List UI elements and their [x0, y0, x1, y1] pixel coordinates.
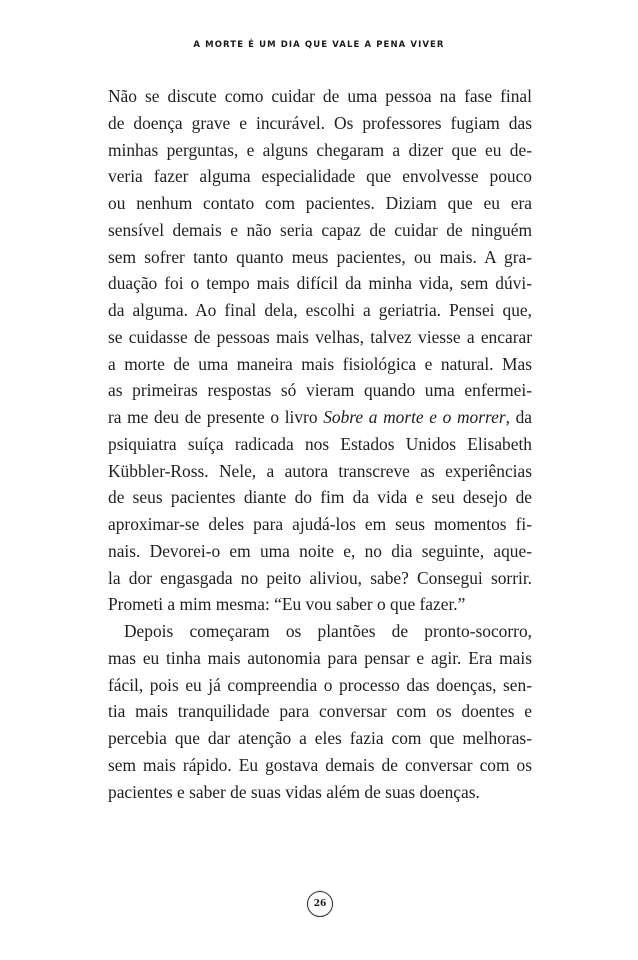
text-line: as primeiras respostas só vieram quando uma enfermei- — [108, 380, 532, 401]
body-text — [108, 83, 532, 805]
text-line-with-book-title — [108, 404, 532, 431]
paragraph-2 — [108, 618, 532, 805]
text-line: psiquiatra suíça radicada nos Estados Unidos Elisabeth — [108, 433, 532, 454]
text-line: Prometi a mim mesma: “Eu vou saber o que fazer.” — [108, 594, 466, 615]
text-line: de doença grave e incurável. Os professores fugiam das — [108, 112, 532, 133]
page-number: 26 — [307, 891, 333, 917]
text-line: nais. Devorei-o em uma noite e, no dia seguinte, aque- — [108, 540, 532, 561]
text-line: tia mais tranquilidade para conversar com os doentes e — [108, 701, 532, 722]
text-line: se cuidasse de pessoas mais velhas, talvez viesse a encarar — [108, 326, 532, 347]
text-line: mas eu tinha mais autonomia para pensar e agir. Era mais — [108, 647, 532, 668]
text-segment: , da — [505, 407, 532, 427]
book-title: Sobre a morte e o morrer — [323, 407, 506, 427]
text-line: a morte de uma maneira mais fisiológica e natural. Mas — [108, 353, 532, 374]
text-line: fácil, pois eu já compreendia o processo das doenças, sen- — [108, 674, 532, 695]
text-line: sem mais rápido. Eu gostava demais de conversar com os — [108, 754, 532, 775]
paragraph-1 — [108, 83, 532, 618]
text-line: percebia que dar atenção a eles fazia com que melhoras- — [108, 728, 532, 748]
text-segment: ra me deu de presente o livro — [108, 407, 324, 427]
text-line: Não se discute como cuidar de uma pessoa na fase final — [108, 86, 532, 106]
text-line: Kübbler-Ross. Nele, a autora transcreve as experiências — [108, 460, 532, 481]
text-line: la dor engasgada no peito aliviou, sabe? Consegui sorrir. — [108, 567, 532, 588]
running-head: A MORTE É UM DIA QUE VALE A PENA VIVER — [193, 40, 445, 50]
text-line: de seus pacientes diante do fim da vida e seu desejo de — [108, 487, 532, 508]
text-line: ou nenhum contato com pacientes. Diziam que eu era — [108, 193, 532, 213]
text-line: minhas perguntas, e alguns chegaram a dizer que eu de- — [108, 139, 532, 160]
text-line: duação foi o tempo mais difícil da minha vida, sem dúvi- — [108, 273, 532, 294]
text-line: sensível demais e não seria capaz de cuidar de ninguém — [108, 219, 532, 240]
text-line: da alguma. Ao final dela, escolhi a geriatria. Pensei que, — [108, 300, 532, 320]
text-line: Depois começaram os plantões de pronto-socorro, — [124, 621, 532, 641]
text-line: veria fazer alguma especialidade que envolvesse pouco — [108, 166, 532, 187]
text-line: pacientes e saber de suas vidas além de suas doenças. — [108, 781, 480, 802]
text-line: aproximar-se deles para ajudá-los em seus momentos fi- — [108, 514, 532, 534]
text-line: sem sofrer tanto quanto meus pacientes, ou mais. A gra- — [108, 246, 532, 267]
